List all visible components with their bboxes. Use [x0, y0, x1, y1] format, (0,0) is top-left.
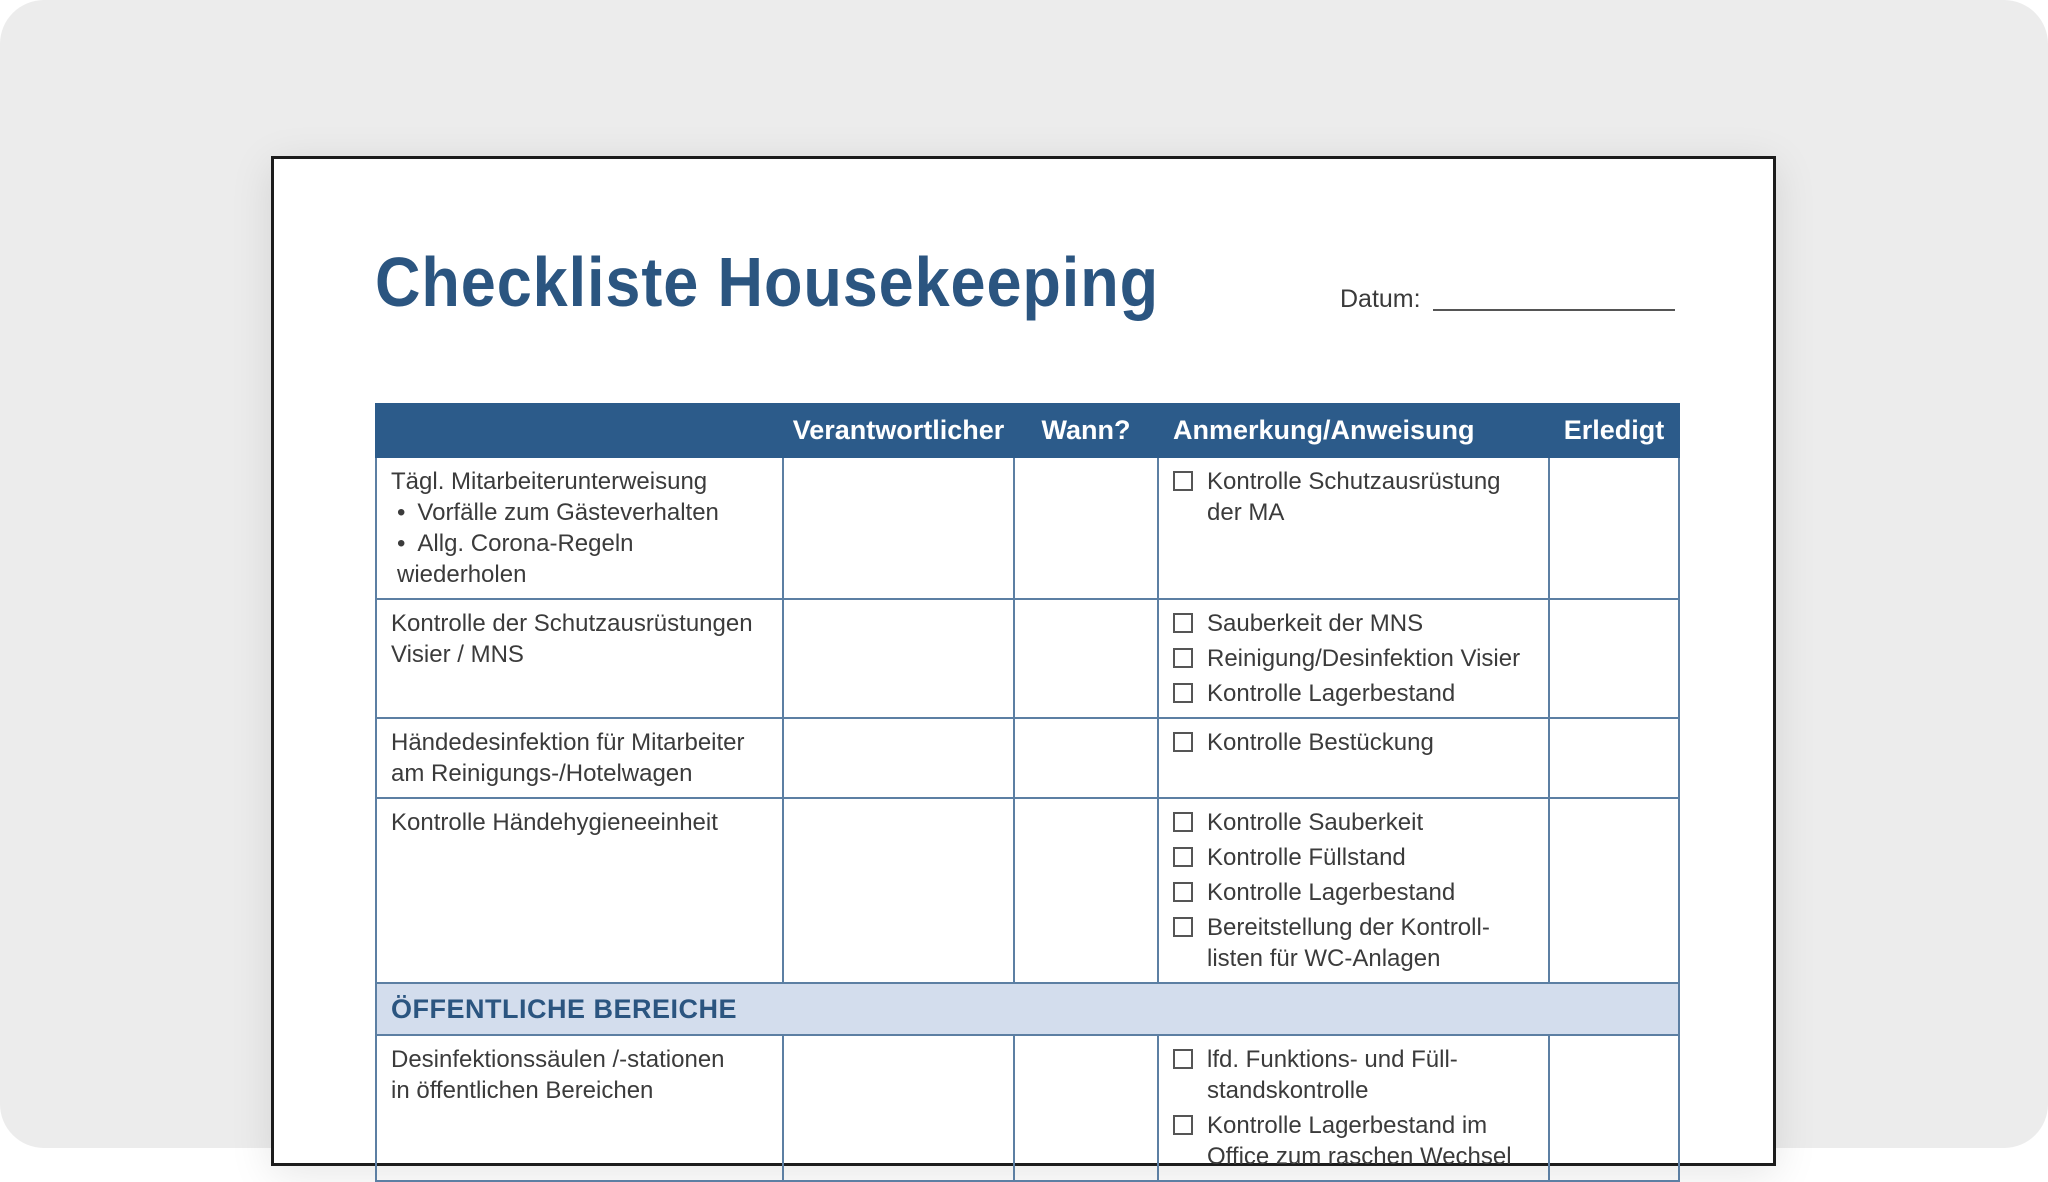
checkbox[interactable]: [1173, 648, 1193, 668]
notes-cell: [1158, 718, 1549, 798]
table-row: [376, 718, 1679, 798]
table-row: [376, 599, 1679, 718]
when-cell[interactable]: [1014, 599, 1158, 718]
done-cell[interactable]: [1549, 599, 1679, 718]
task-text: am Reinigungs-/Hotelwagen: [391, 760, 693, 787]
checklist-table: [375, 403, 1680, 1182]
header-anmerkung: Anmerkung/Anweisung: [1158, 404, 1549, 457]
check-list: [1173, 1044, 1534, 1172]
task-text: Händedesinfektion für Mitarbeiter: [391, 729, 745, 756]
check-list: [1173, 466, 1534, 528]
checkbox[interactable]: [1173, 847, 1193, 867]
notes-cell: [1158, 1035, 1549, 1181]
check-label: Kontrolle Sauberkeit: [1207, 809, 1424, 836]
task-text: Visier / MNS: [391, 641, 524, 668]
table-row: [376, 1035, 1679, 1181]
when-cell[interactable]: [1014, 457, 1158, 599]
task-bullet: • Allg. Corona-Regeln wiederholen: [391, 528, 768, 590]
checkbox[interactable]: [1173, 1049, 1193, 1069]
check-label: Kontrolle Lagerbestand: [1207, 680, 1456, 707]
done-cell[interactable]: [1549, 457, 1679, 599]
task-text: in öffentlichen Bereichen: [391, 1077, 654, 1104]
checkbox[interactable]: [1173, 812, 1193, 832]
done-cell[interactable]: [1549, 718, 1679, 798]
check-item: [1173, 807, 1534, 838]
document-title: Checkliste Housekeeping: [375, 243, 1159, 321]
task-bullet: • Vorfälle zum Gästeverhalten: [391, 497, 768, 528]
date-label: Datum:: [1340, 285, 1421, 313]
section-heading: ÖFFENTLICHE BEREICHE: [376, 983, 1679, 1035]
table-row: [376, 798, 1679, 983]
table-row: [376, 457, 1679, 599]
check-list: [1173, 608, 1534, 709]
task-text: Desinfektionssäulen /-stationen: [391, 1046, 725, 1073]
task-cell: [376, 599, 783, 718]
date-field: [1340, 285, 1675, 314]
check-label: Kontrolle Füllstand: [1207, 844, 1406, 871]
responsible-cell[interactable]: [783, 599, 1014, 718]
notes-cell: [1158, 599, 1549, 718]
check-item: [1173, 466, 1534, 528]
check-item: [1173, 727, 1534, 758]
done-cell[interactable]: [1549, 1035, 1679, 1181]
check-label: Reinigung/Desinfektion Visier: [1207, 645, 1521, 672]
checkbox[interactable]: [1173, 732, 1193, 752]
check-label: Kontrolle Lagerbestand im Office zum raschen Wechsel: [1207, 1112, 1512, 1170]
when-cell[interactable]: [1014, 718, 1158, 798]
notes-cell: [1158, 457, 1549, 599]
check-list: [1173, 727, 1534, 758]
check-label: lfd. Funktions- und Füll- standskontrolle: [1207, 1046, 1458, 1104]
header-wann: Wann?: [1014, 404, 1158, 457]
task-cell: [376, 798, 783, 983]
responsible-cell[interactable]: [783, 718, 1014, 798]
checkbox[interactable]: [1173, 683, 1193, 703]
responsible-cell[interactable]: [783, 1035, 1014, 1181]
date-blank-line: [1433, 309, 1675, 311]
responsible-cell[interactable]: [783, 457, 1014, 599]
check-item: [1173, 842, 1534, 873]
table-header-row: [376, 404, 1679, 457]
responsible-cell[interactable]: [783, 798, 1014, 983]
done-cell[interactable]: [1549, 798, 1679, 983]
check-item: [1173, 1110, 1534, 1172]
check-item: [1173, 912, 1534, 974]
check-label: Sauberkeit der MNS: [1207, 610, 1424, 637]
check-item: [1173, 608, 1534, 639]
section-heading-row: [376, 983, 1679, 1035]
check-item: [1173, 643, 1534, 674]
checkbox[interactable]: [1173, 917, 1193, 937]
checkbox[interactable]: [1173, 882, 1193, 902]
task-cell: [376, 718, 783, 798]
check-label: Kontrolle Bestückung: [1207, 729, 1434, 756]
header-verantwortlicher: Verantwortlicher: [783, 404, 1014, 457]
check-item: [1173, 1044, 1534, 1106]
task-text: Kontrolle der Schutzausrüstungen: [391, 610, 753, 637]
checkbox[interactable]: [1173, 1115, 1193, 1135]
document-page: [271, 156, 1776, 1170]
header-task: [376, 404, 783, 457]
checkbox[interactable]: [1173, 613, 1193, 633]
check-label: Kontrolle Lagerbestand: [1207, 879, 1456, 906]
task-cell: [376, 457, 783, 599]
check-label: Bereitstellung der Kontroll- listen für WC-Anlagen: [1207, 914, 1490, 972]
checkbox[interactable]: [1173, 471, 1193, 491]
when-cell[interactable]: [1014, 1035, 1158, 1181]
notes-cell: [1158, 798, 1549, 983]
task-cell: [376, 1035, 783, 1181]
check-label: Kontrolle Schutzausrüstung der MA: [1207, 468, 1501, 526]
task-text: Kontrolle Händehygieneeinheit: [391, 809, 718, 836]
when-cell[interactable]: [1014, 798, 1158, 983]
check-item: [1173, 877, 1534, 908]
check-item: [1173, 678, 1534, 709]
task-text: Tägl. Mitarbeiterunterweisung: [391, 468, 708, 495]
check-list: [1173, 807, 1534, 974]
header-erledigt: Erledigt: [1549, 404, 1679, 457]
